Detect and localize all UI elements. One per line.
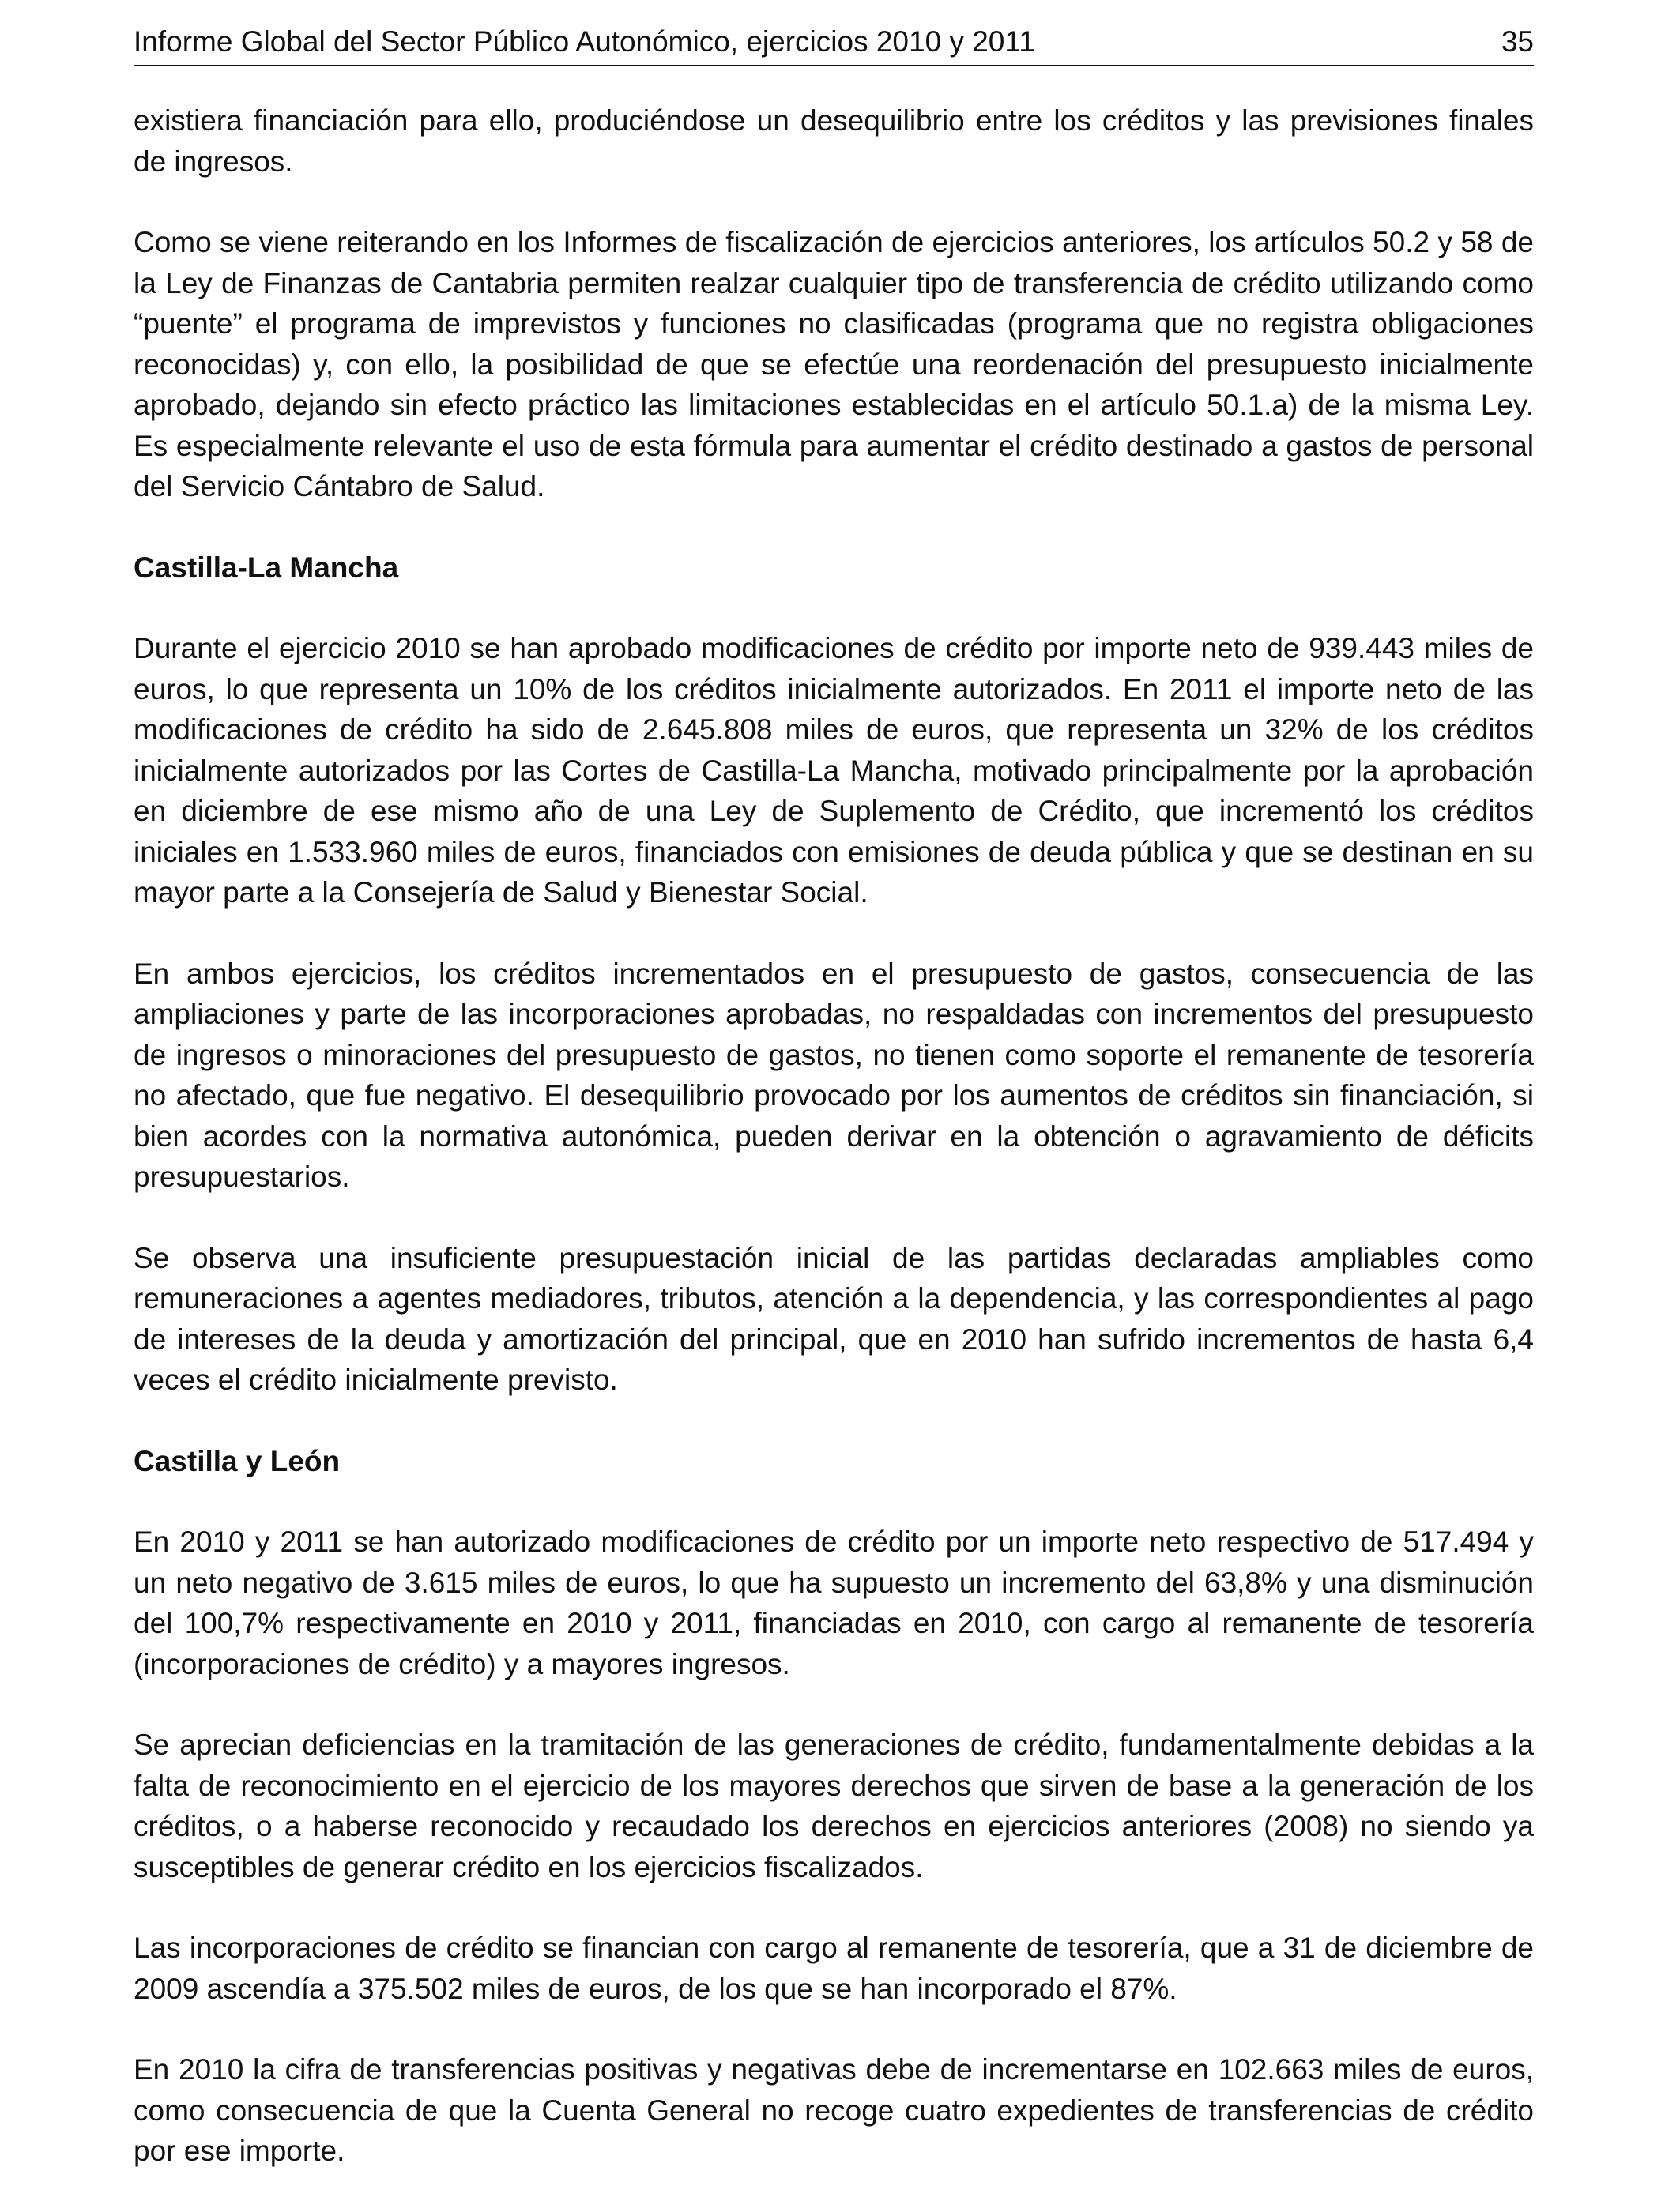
document-body (134, 100, 1534, 2212)
page-header (134, 21, 1534, 66)
paragraph: Se aprecian deficiencias en la tramitación de las generaciones de crédito, fundamentalmente debidas a la falta de reconocimiento en el ejercicio de los mayores derechos que sirven de base a la generación de los créditos, o a haberse reconocido y recaudado los derechos en ejercicios anteriores (2008) no siendo ya susceptibles de generar crédito en los ejercicios fiscalizados. (134, 1729, 1534, 1883)
paragraph: existiera financiación para ello, produciéndose un desequilibrio entre los créditos y las previsiones finales de ingresos. (134, 104, 1534, 178)
paragraph: Las incorporaciones de crédito se financian con cargo al remanente de tesorería, que a 31 de diciembre de 2009 ascendía a 375.502 miles de euros, de los que se han incorporado el 87%. (134, 1932, 1534, 2005)
paragraph: En ambos ejercicios, los créditos incrementados en el presupuesto de gastos, consecuencia de las ampliaciones y parte de las incorporaciones aprobadas, no respaldadas con incrementos del presupuesto de ingresos o minoraciones del presupuesto de gastos, no tienen como soporte el remanente de tesorería no afectado, que fue negativo. El desequilibrio provocado por los aumentos de créditos sin financiación, si bien acordes con la normativa autonómica, pueden derivar en la obtención o agravamiento de déficits presupuestarios. (134, 957, 1534, 1193)
paragraph: Como se viene reiterando en los Informes de fiscalización de ejercicios anteriores, los artículos 50.2 y 58 de la Ley de Finanzas de Cantabria permiten realzar cualquier tipo de transferencia de crédito utilizando como “puente” el programa de imprevistos y funciones no clasificadas (programa que no registra obligaciones reconocidas) y, con ello, la posibilidad de que se efectúe una reordenación del presupuesto inicialmente aprobado, dejando sin efecto práctico las limitaciones establecidas en el artículo 50.1.a) de la misma Ley. Es especialmente relevante el uso de esta fórmula para aumentar el crédito destinado a gastos de personal del Servicio Cántabro de Salud. (134, 226, 1534, 502)
section-heading-castilla-la-mancha: Castilla-La Mancha (134, 551, 399, 584)
page-number: 35 (1501, 25, 1534, 58)
section-heading-castilla-y-leon: Castilla y León (134, 1444, 341, 1477)
paragraph: Se observa una insuficiente presupuestación inicial de las partidas declaradas ampliables como remuneraciones a agentes mediadores, tributos, atención a la dependencia, y las correspondientes al pago de intereses de la deuda y amortización del principal, que en 2010 han sufrido incrementos de hasta 6,4 veces el crédito inicialmente previsto. (134, 1241, 1534, 1396)
paragraph: En 2010 y 2011 se han autorizado modificaciones de crédito por un importe neto respectivo de 517.494 y un neto negativo de 3.615 miles de euros, lo que ha supuesto un incremento del 63,8% y una disminución del 100,7% respectivamente en 2010 y 2011, financiadas en 2010, con cargo al remanente de tesorería (incorporaciones de crédito) y a mayores ingresos. (134, 1525, 1534, 1680)
paragraph: Durante el ejercicio 2010 se han aprobado modificaciones de crédito por importe neto de 939.443 miles de euros, lo que representa un 10% de los créditos inicialmente autorizados. En 2011 el importe neto de las modificaciones de crédito ha sido de 2.645.808 miles de euros, que representa un 32% de los créditos inicialmente autorizados por las Cortes de Castilla-La Mancha, motivado principalmente por la aprobación en diciembre de ese mismo año de una Ley de Suplemento de Crédito, que incrementó los créditos iniciales en 1.533.960 miles de euros, financiados con emisiones de deuda pública y que se destinan en su mayor parte a la Consejería de Salud y Bienestar Social. (134, 632, 1534, 908)
header-title: Informe Global del Sector Público Autonómico, ejercicios 2010 y 2011 (134, 25, 1035, 58)
paragraph: En 2010 la cifra de transferencias positivas y negativas debe de incrementarse en 102.663 miles de euros, como consecuencia de que la Cuenta General no recoge cuatro expedientes de transferencias de crédito por ese importe. (134, 2053, 1534, 2167)
